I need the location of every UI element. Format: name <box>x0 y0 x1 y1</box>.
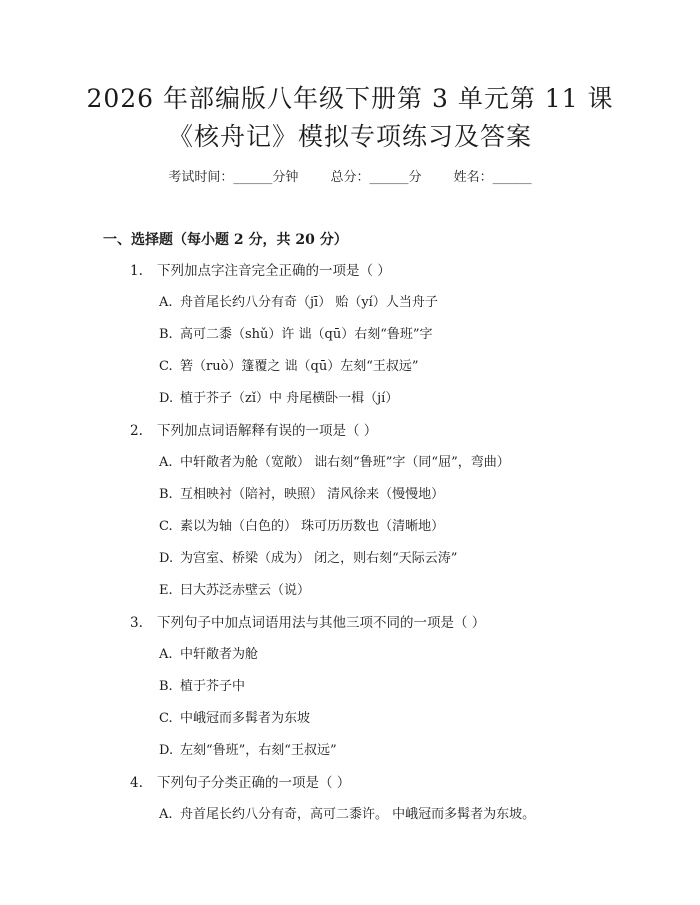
option-text: 为宫室、桥梁（成为） 闭之，则右刻“天际云涛” <box>180 551 458 566</box>
option-4a <box>159 806 535 824</box>
option-letter: D. <box>159 743 174 758</box>
option-1a <box>159 294 438 312</box>
option-1d <box>159 390 398 408</box>
title-line-1: 2026 年部编版八年级下册第 3 单元第 11 课 <box>86 84 614 113</box>
option-text: 舟首尾长约八分有奇（jī） 贻（yí）人当舟子 <box>180 295 438 310</box>
option-2b <box>159 486 444 504</box>
student-name-field: 姓名：______ <box>453 170 532 185</box>
option-2d <box>159 550 457 568</box>
option-text: 曰大苏泛赤壁云（说） <box>180 583 311 598</box>
option-text: 左刻“鲁班”，右刻“王叔远” <box>180 743 337 758</box>
total-score-field: 总分：______分 <box>330 170 422 185</box>
question-text: 下列句子分类正确的一项是（ ） <box>157 775 351 791</box>
option-text: 高可二黍（shǔ）许 诎（qū）右刻“鲁班”字 <box>180 327 433 342</box>
option-letter: C. <box>159 359 173 374</box>
question-number: 1. <box>130 263 143 279</box>
question-1 <box>130 262 391 280</box>
question-2 <box>130 422 377 440</box>
option-3c <box>159 710 310 728</box>
question-text: 下列加点词语解释有误的一项是（ ） <box>157 423 378 439</box>
option-letter: B. <box>159 327 173 342</box>
option-letter: B. <box>159 679 173 694</box>
option-text: 中轩敞者为舱 <box>180 647 259 662</box>
option-letter: C. <box>159 519 173 534</box>
option-letter: C. <box>159 711 173 726</box>
question-number: 3. <box>130 615 143 631</box>
option-text: 中轩敞者为舱（宽敞） 诎右刻“鲁班”字（同“屈”，弯曲） <box>180 455 510 470</box>
exam-time-field: 考试时间：______分钟 <box>168 170 299 185</box>
option-text: 互相映衬（陪衬，映照） 清风徐来（慢慢地） <box>180 487 445 502</box>
option-letter: D. <box>159 391 174 406</box>
option-1c <box>159 358 419 376</box>
option-text: 舟首尾长约八分有奇，高可二黍许。 中峨冠而多髯者为东坡。 <box>180 807 536 822</box>
question-4 <box>130 774 350 792</box>
option-3b <box>159 678 245 696</box>
option-2c <box>159 518 444 536</box>
option-letter: A. <box>159 455 173 470</box>
option-text: 箬（ruò）篷覆之 诎（qū）左刻“王叔远” <box>180 359 419 374</box>
option-letter: E. <box>159 583 173 598</box>
option-3d <box>159 742 337 760</box>
option-letter: B. <box>159 487 173 502</box>
option-letter: A. <box>159 295 173 310</box>
title-line-2: 《核舟记》模拟专项练习及答案 <box>167 122 532 151</box>
option-text: 植于芥子（zǐ）中 舟尾横卧一楫（jí） <box>180 391 399 406</box>
option-letter: D. <box>159 551 174 566</box>
option-text: 中峨冠而多髯者为东坡 <box>180 711 311 726</box>
option-3a <box>159 646 258 664</box>
question-text: 下列加点字注音完全正确的一项是（ ） <box>157 263 391 279</box>
option-1b <box>159 326 433 344</box>
section-title: 一、选择题（每小题 2 分，共 20 分） <box>103 232 348 248</box>
question-text: 下列句子中加点词语用法与其他三项不同的一项是（ ） <box>157 615 486 631</box>
option-letter: A. <box>159 807 173 822</box>
option-letter: A. <box>159 647 173 662</box>
option-2e <box>159 582 310 600</box>
option-text: 素以为轴（白色的） 珠可历历数也（清晰地） <box>180 519 445 534</box>
question-number: 2. <box>130 423 143 439</box>
option-2a <box>159 454 510 472</box>
question-number: 4. <box>130 775 143 791</box>
question-3 <box>130 614 485 632</box>
exam-info <box>0 169 700 187</box>
option-text: 植于芥子中 <box>180 679 246 694</box>
